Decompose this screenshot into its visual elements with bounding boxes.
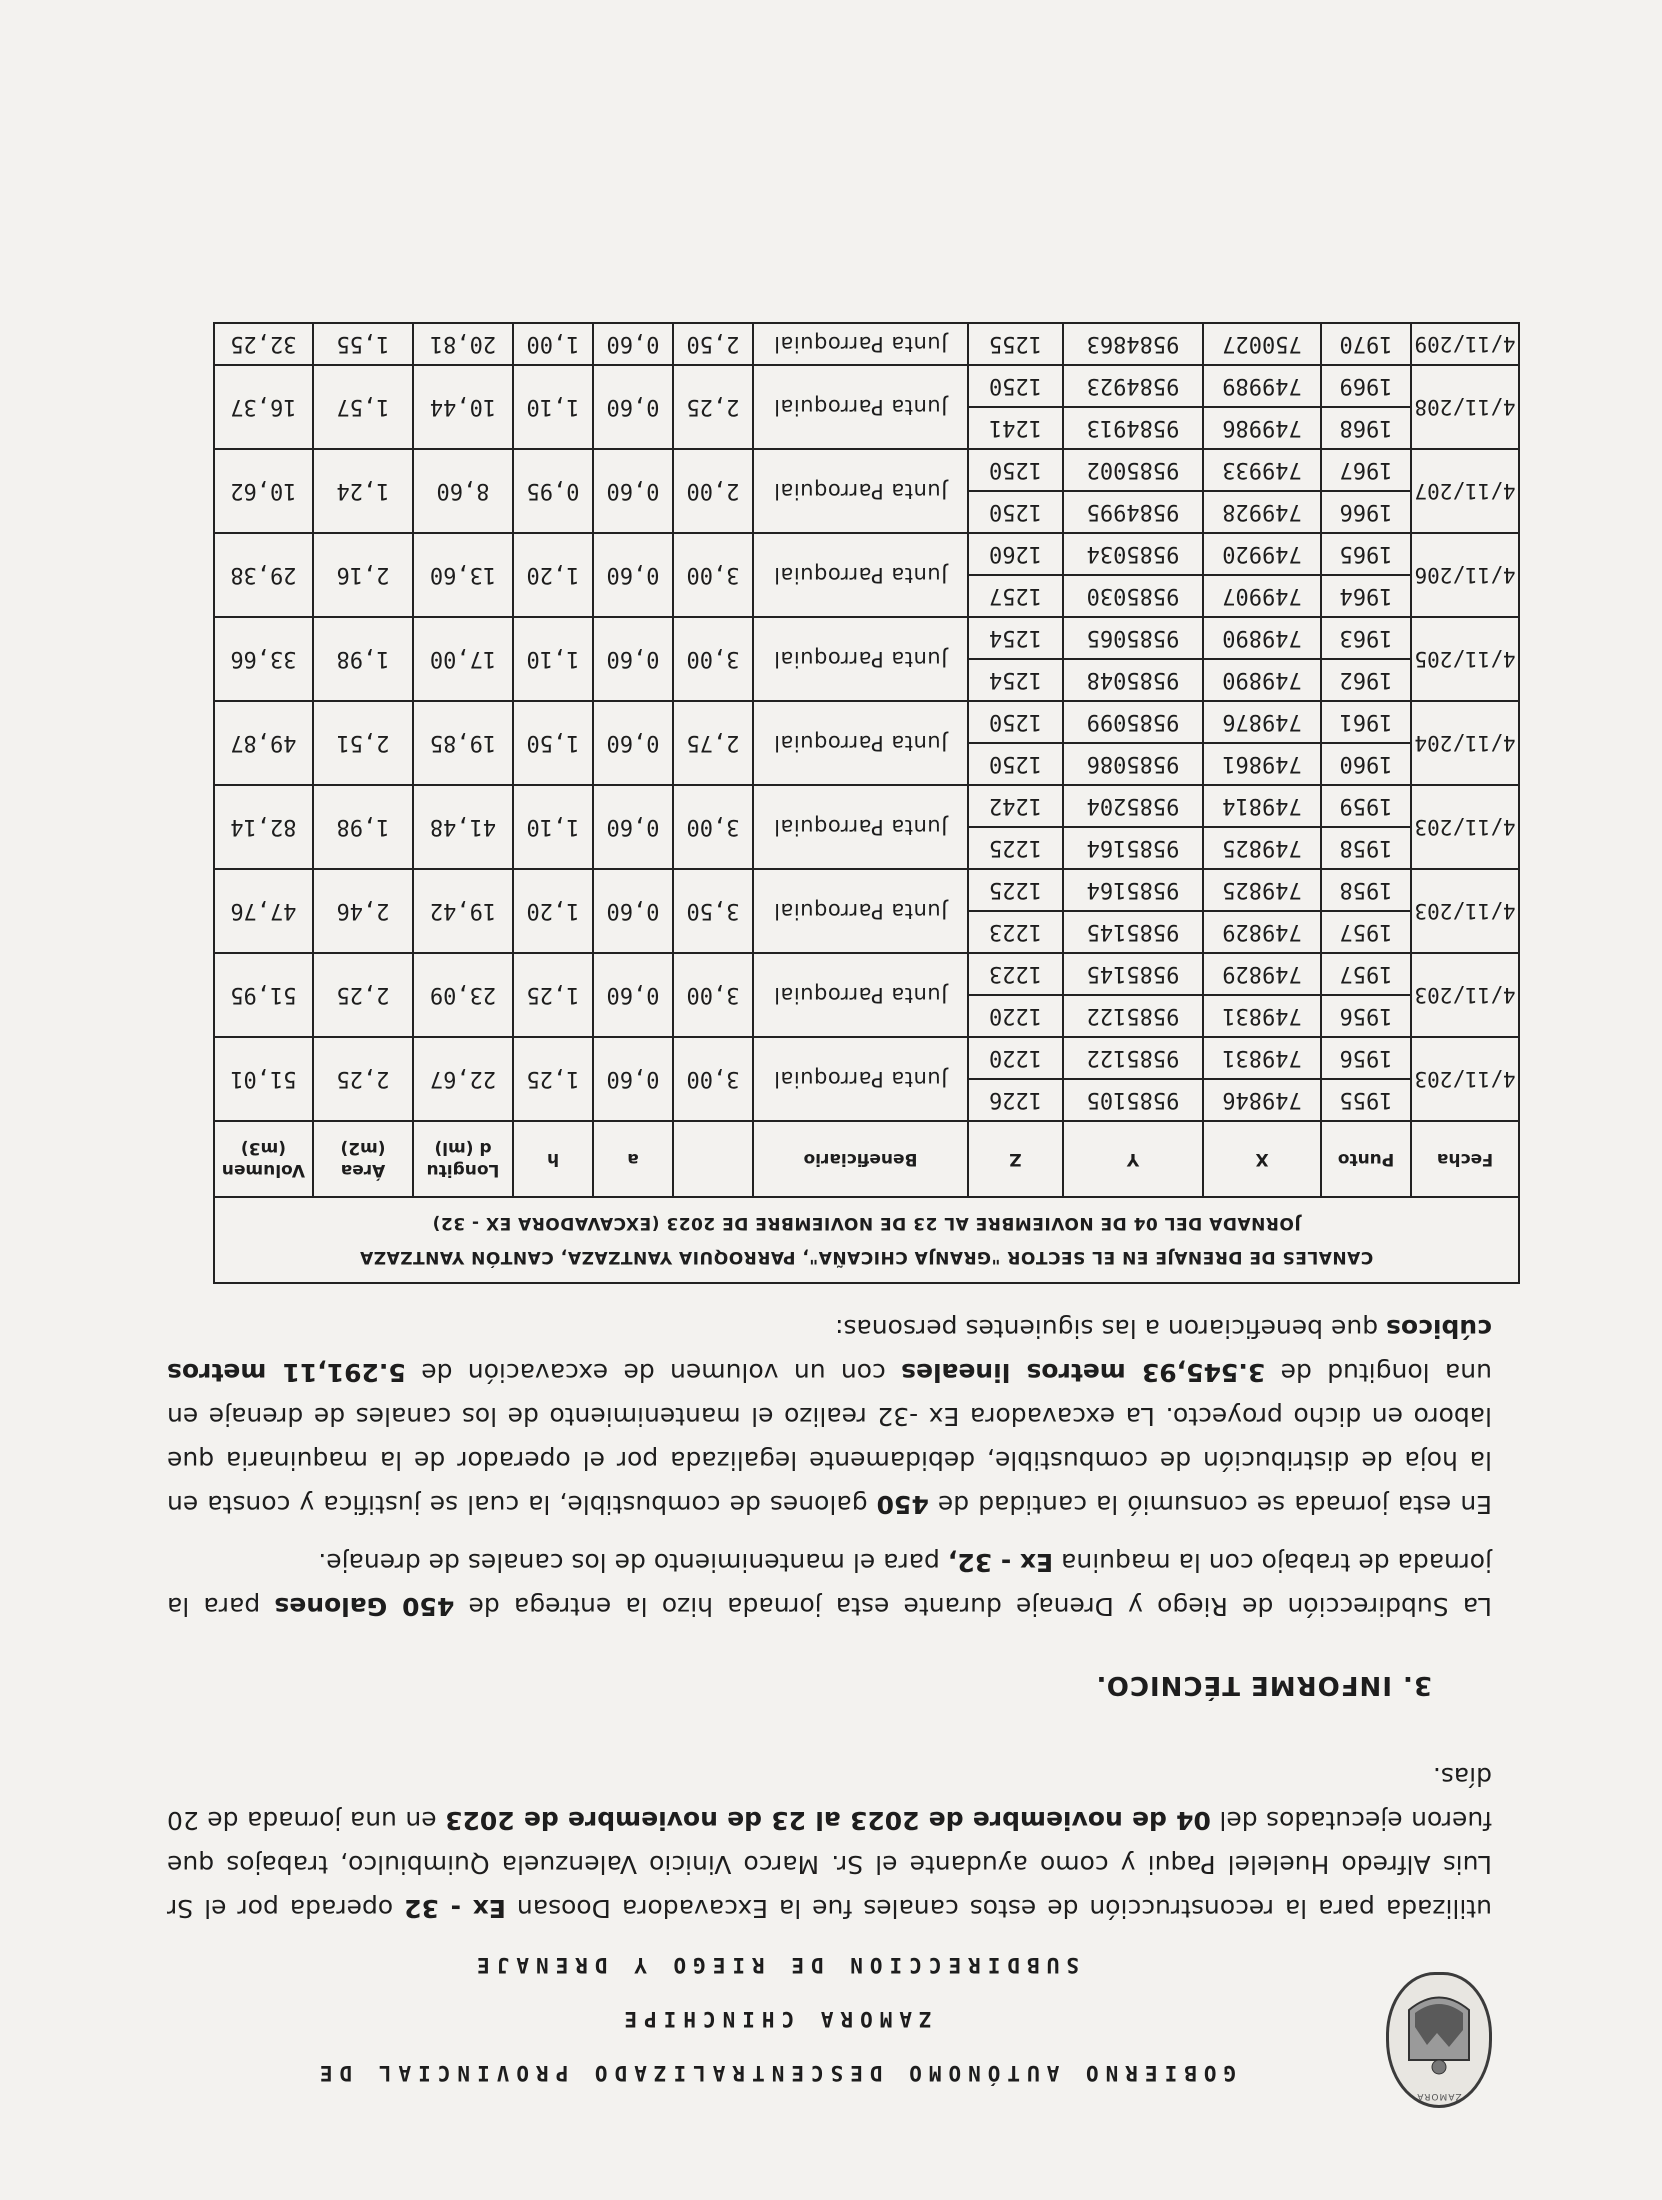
cell-h: 1,25 [513, 953, 593, 1037]
cell-area: 2,25 [313, 1037, 413, 1121]
cell-fecha: 4/11/203 [1411, 1037, 1519, 1121]
col-area-line-2: (m2) [340, 1138, 386, 1158]
emblem-icon [1389, 1975, 1489, 2105]
cell-longitud: 10,44 [413, 365, 513, 449]
section-title: 3. INFORME TÉCNICO. [1095, 1670, 1432, 1700]
cell-fecha: 4/11/209 [1411, 323, 1519, 365]
table-row [214, 1079, 1519, 1121]
cell-z: 1223 [968, 953, 1063, 995]
fuel-text-3: para el mantenimiento de los canales de drenaje. [318, 1548, 948, 1577]
cell-z: 1260 [968, 533, 1063, 575]
cell-A: 2,00 [673, 449, 753, 533]
cell-x: 749831 [1203, 995, 1321, 1037]
cell-punto: 1961 [1321, 701, 1411, 743]
cell-punto: 1957 [1321, 953, 1411, 995]
cell-z: 1226 [968, 1079, 1063, 1121]
table-body [214, 323, 1519, 1121]
cell-h: 1,25 [513, 1037, 593, 1121]
cell-longitud: 17,00 [413, 617, 513, 701]
fuel-gallons: 450 Galones [274, 1592, 455, 1621]
cell-longitud: 20,81 [413, 323, 513, 365]
cell-x: 749829 [1203, 911, 1321, 953]
cell-y: 9584923 [1063, 365, 1203, 407]
cell-x: 749890 [1203, 659, 1321, 701]
cell-punto: 1956 [1321, 995, 1411, 1037]
cell-a: 0,60 [593, 785, 673, 869]
cell-z: 1254 [968, 617, 1063, 659]
cell-z: 1255 [968, 323, 1063, 365]
cell-A: 3,00 [673, 953, 753, 1037]
cell-volumen: 10,62 [214, 449, 313, 533]
cell-x: 749831 [1203, 1037, 1321, 1079]
cell-h: 0,95 [513, 449, 593, 533]
header-line-3: SUBDIRECCION DE RIEGO Y DRENAJE [470, 1953, 1079, 1977]
cell-fecha: 4/11/203 [1411, 869, 1519, 953]
cell-beneficiario: Junta Parroquial [753, 323, 968, 365]
col-beneficiario: Beneficiario [753, 1121, 968, 1197]
cell-A: 2,25 [673, 365, 753, 449]
cell-longitud: 19,85 [413, 701, 513, 785]
cell-a: 0,60 [593, 869, 673, 953]
cell-z: 1225 [968, 869, 1063, 911]
cell-volumen: 32,25 [214, 323, 313, 365]
cell-x: 749890 [1203, 617, 1321, 659]
cell-volumen: 51,01 [214, 1037, 313, 1121]
header-line-1: GOBIERNO AUTÓNOMO DESCENTRALIZADO PROVINCIAL DE [312, 2061, 1237, 2085]
cell-punto: 1958 [1321, 869, 1411, 911]
header-line-2: ZAMORA CHINCHIPE [617, 2007, 932, 2031]
cell-x: 749986 [1203, 407, 1321, 449]
cell-beneficiario: Junta Parroquial [753, 365, 968, 449]
cell-y: 9585099 [1063, 701, 1203, 743]
col-fecha: Fecha [1411, 1121, 1519, 1197]
cell-z: 1250 [968, 365, 1063, 407]
cell-area: 1,24 [313, 449, 413, 533]
cell-y: 9585086 [1063, 743, 1203, 785]
cell-area: 1,57 [313, 365, 413, 449]
cell-A: 3,00 [673, 617, 753, 701]
cell-a: 0,60 [593, 617, 673, 701]
cell-x: 749825 [1203, 869, 1321, 911]
cell-y: 9585122 [1063, 1037, 1203, 1079]
cell-z: 1250 [968, 701, 1063, 743]
cell-volumen: 16,37 [214, 365, 313, 449]
table-title-row [214, 1197, 1519, 1283]
table-row [214, 491, 1519, 533]
fuel-text-2: para la jornada de trabajo con la maquina [167, 1548, 1492, 1621]
cell-x: 749814 [1203, 785, 1321, 827]
cell-punto: 1962 [1321, 659, 1411, 701]
cell-longitud: 22,67 [413, 1037, 513, 1121]
col-y: Y [1063, 1121, 1203, 1197]
cell-area: 2,16 [313, 533, 413, 617]
cell-fecha: 4/11/203 [1411, 953, 1519, 1037]
cell-x: 749989 [1203, 365, 1321, 407]
cell-z: 1220 [968, 1037, 1063, 1079]
cell-A: 2,50 [673, 323, 753, 365]
cell-z: 1257 [968, 575, 1063, 617]
col-longitud-line-2: d (ml) [434, 1138, 492, 1158]
cell-volumen: 47,76 [214, 869, 313, 953]
table-title-line-2: JORNADA DEL 04 DE NOVIEMBRE AL 23 DE NOVIEMBRE DE 2023 (EXCAVADORA EX - 32) [432, 1213, 1301, 1233]
cell-a: 0,60 [593, 1037, 673, 1121]
cell-x: 749920 [1203, 533, 1321, 575]
cell-area: 2,46 [313, 869, 413, 953]
cell-x: 749907 [1203, 575, 1321, 617]
cell-z: 1250 [968, 491, 1063, 533]
cell-x: 749876 [1203, 701, 1321, 743]
cell-y: 9585034 [1063, 533, 1203, 575]
cell-longitud: 8,60 [413, 449, 513, 533]
cell-beneficiario: Junta Parroquial [753, 617, 968, 701]
cell-h: 1,10 [513, 785, 593, 869]
col-x: X [1203, 1121, 1321, 1197]
cell-area: 2,51 [313, 701, 413, 785]
cell-beneficiario: Junta Parroquial [753, 1037, 968, 1121]
cell-x: 749825 [1203, 827, 1321, 869]
intro-text-3: en una jornada de 20 días. [167, 1762, 1492, 1835]
cell-fecha: 4/11/205 [1411, 617, 1519, 701]
cell-y: 9585030 [1063, 575, 1203, 617]
intro-dates: 04 de noviembre de 2023 al 23 de noviembre de 2023 [445, 1806, 1211, 1835]
cell-a: 0,60 [593, 449, 673, 533]
cell-area: 1,98 [313, 617, 413, 701]
table-row [214, 659, 1519, 701]
cell-area: 1,98 [313, 785, 413, 869]
cell-a: 0,60 [593, 701, 673, 785]
col-volumen-line-1: Volumen [221, 1160, 306, 1180]
table-row [214, 911, 1519, 953]
cell-volumen: 49,87 [214, 701, 313, 785]
cell-h: 1,20 [513, 869, 593, 953]
fuel-text-1: La Subdirección de Riego y Drenaje durante esta jornada hizo la entrega de [454, 1592, 1492, 1621]
col-h: h [513, 1121, 593, 1197]
cell-volumen: 33,66 [214, 617, 313, 701]
cell-beneficiario: Junta Parroquial [753, 869, 968, 953]
total-volume: 5.291,11 metros cúbicos [167, 1314, 1492, 1387]
cell-h: 1,10 [513, 365, 593, 449]
cell-y: 9585065 [1063, 617, 1203, 659]
cell-z: 1241 [968, 407, 1063, 449]
cell-volumen: 82,14 [214, 785, 313, 869]
cell-fecha: 4/11/204 [1411, 701, 1519, 785]
cell-x: 749928 [1203, 491, 1321, 533]
cell-z: 1250 [968, 743, 1063, 785]
cell-z: 1223 [968, 911, 1063, 953]
cell-punto: 1960 [1321, 743, 1411, 785]
cell-punto: 1969 [1321, 365, 1411, 407]
cell-y: 9585122 [1063, 995, 1203, 1037]
cell-a: 0,60 [593, 953, 673, 1037]
cell-punto: 1956 [1321, 1037, 1411, 1079]
table-row [214, 575, 1519, 617]
consumption-text-3: con un volumen de excavación de [405, 1358, 902, 1387]
cell-punto: 1957 [1321, 911, 1411, 953]
cell-A: 2,75 [673, 701, 753, 785]
table-row [214, 743, 1519, 785]
cell-punto: 1967 [1321, 449, 1411, 491]
cell-A: 3,00 [673, 785, 753, 869]
cell-longitud: 41,48 [413, 785, 513, 869]
cell-fecha: 4/11/203 [1411, 785, 1519, 869]
cell-y: 9585164 [1063, 827, 1203, 869]
fuel-paragraph [167, 1540, 1492, 1628]
cell-A: 3,00 [673, 1037, 753, 1121]
cell-y: 9585204 [1063, 785, 1203, 827]
cell-punto: 1955 [1321, 1079, 1411, 1121]
table-header-row [214, 1121, 1519, 1197]
fuel-machine: Ex - 32, [947, 1548, 1054, 1577]
drainage-table-container [215, 322, 1520, 1284]
intro-text-2: operada por el Sr Luis Alfredo Huelelel Paqui y como ayudante el Sr. Marco Vinicio Valenzuela Quimbiulco, trabajos que fueron ejecutados del [167, 1806, 1492, 1923]
cell-punto: 1964 [1321, 575, 1411, 617]
coat-of-arms-logo [1386, 1972, 1492, 2108]
cell-a: 0,60 [593, 533, 673, 617]
col-a: a [593, 1121, 673, 1197]
col-longitud-line-1: Longitu [426, 1160, 500, 1180]
cell-punto: 1968 [1321, 407, 1411, 449]
table-row [214, 407, 1519, 449]
consumption-text-2: galones de combustible, la cual se justifica y consta en la hoja de distribución de combustible, debidamente legalizada por el operador de la maquinaria que laboro en dicho proyecto. La excavadora Ex -32 realizo el mantenimiento de los canales de drenaje en una longitud de [167, 1358, 1492, 1519]
col-volumen [214, 1121, 313, 1197]
document-content [167, 322, 1516, 2120]
cell-A: 3,50 [673, 869, 753, 953]
table-row [214, 323, 1519, 365]
logo-caption: ZAMORA [1416, 2091, 1462, 2101]
col-A [673, 1121, 753, 1197]
cell-z: 1225 [968, 827, 1063, 869]
intro-text-1: utilizada para la reconstrucción de estos canales fue la Excavadora Doosan [505, 1894, 1492, 1923]
cell-fecha: 4/11/207 [1411, 449, 1519, 533]
cell-punto: 1965 [1321, 533, 1411, 575]
cell-y: 9585145 [1063, 953, 1203, 995]
institution-name [167, 1938, 1382, 2100]
col-punto: Punto [1321, 1121, 1411, 1197]
cell-area: 1,55 [313, 323, 413, 365]
cell-beneficiario: Junta Parroquial [753, 785, 968, 869]
cell-y: 9585164 [1063, 869, 1203, 911]
consumption-gallons: 450 [876, 1490, 929, 1519]
cell-punto: 1970 [1321, 323, 1411, 365]
cell-volumen: 51,95 [214, 953, 313, 1037]
cell-fecha: 4/11/208 [1411, 365, 1519, 449]
cell-z: 1254 [968, 659, 1063, 701]
cell-h: 1,50 [513, 701, 593, 785]
cell-punto: 1966 [1321, 491, 1411, 533]
cell-beneficiario: Junta Parroquial [753, 533, 968, 617]
cell-z: 1220 [968, 995, 1063, 1037]
cell-x: 749846 [1203, 1079, 1321, 1121]
drainage-table [213, 322, 1520, 1284]
cell-y: 9585002 [1063, 449, 1203, 491]
total-length: 3.545,93 metros lineales [901, 1358, 1266, 1387]
letterhead [167, 1930, 1492, 2120]
cell-beneficiario: Junta Parroquial [753, 953, 968, 1037]
table-row [214, 995, 1519, 1037]
cell-punto: 1963 [1321, 617, 1411, 659]
cell-A: 3,00 [673, 533, 753, 617]
cell-y: 9585048 [1063, 659, 1203, 701]
table-title [214, 1197, 1519, 1283]
cell-volumen: 29,38 [214, 533, 313, 617]
cell-punto: 1959 [1321, 785, 1411, 827]
cell-a: 0,60 [593, 323, 673, 365]
consumption-paragraph [167, 1306, 1492, 1526]
cell-x: 749829 [1203, 953, 1321, 995]
cell-area: 2,25 [313, 953, 413, 1037]
cell-beneficiario: Junta Parroquial [753, 449, 968, 533]
cell-beneficiario: Junta Parroquial [753, 701, 968, 785]
cell-y: 9585145 [1063, 911, 1203, 953]
cell-longitud: 13,60 [413, 533, 513, 617]
cell-a: 0,60 [593, 365, 673, 449]
cell-x: 749861 [1203, 743, 1321, 785]
cell-h: 1,00 [513, 323, 593, 365]
cell-punto: 1958 [1321, 827, 1411, 869]
cell-x: 749933 [1203, 449, 1321, 491]
intro-machine: Ex - 32 [404, 1894, 506, 1923]
cell-z: 1242 [968, 785, 1063, 827]
cell-y: 9584995 [1063, 491, 1203, 533]
cell-longitud: 23,09 [413, 953, 513, 1037]
cell-longitud: 19,42 [413, 869, 513, 953]
cell-z: 1250 [968, 449, 1063, 491]
cell-x: 750027 [1203, 323, 1321, 365]
cell-h: 1,20 [513, 533, 593, 617]
cell-y: 9584863 [1063, 323, 1203, 365]
col-area [313, 1121, 413, 1197]
col-longitud [413, 1121, 513, 1197]
cell-h: 1,10 [513, 617, 593, 701]
col-volumen-line-2: (m3) [240, 1138, 286, 1158]
col-z: Z [968, 1121, 1063, 1197]
cell-y: 9584913 [1063, 407, 1203, 449]
consumption-text-1: En esta jornada se consumió la cantidad de [928, 1490, 1492, 1519]
col-area-line-1: Área [340, 1160, 386, 1180]
intro-paragraph [167, 1754, 1492, 1930]
table-title-line-1: CANALES DE DRENAJE EN EL SECTOR "GRANJA CHICAÑA", PARROQUIA YANTZAZA, CANTÓN YANTZAZA [359, 1247, 1374, 1267]
table-row [214, 827, 1519, 869]
cell-fecha: 4/11/206 [1411, 533, 1519, 617]
consumption-text-4: que beneficiaron a las siguientes personas: [835, 1314, 1387, 1343]
cell-y: 9585105 [1063, 1079, 1203, 1121]
